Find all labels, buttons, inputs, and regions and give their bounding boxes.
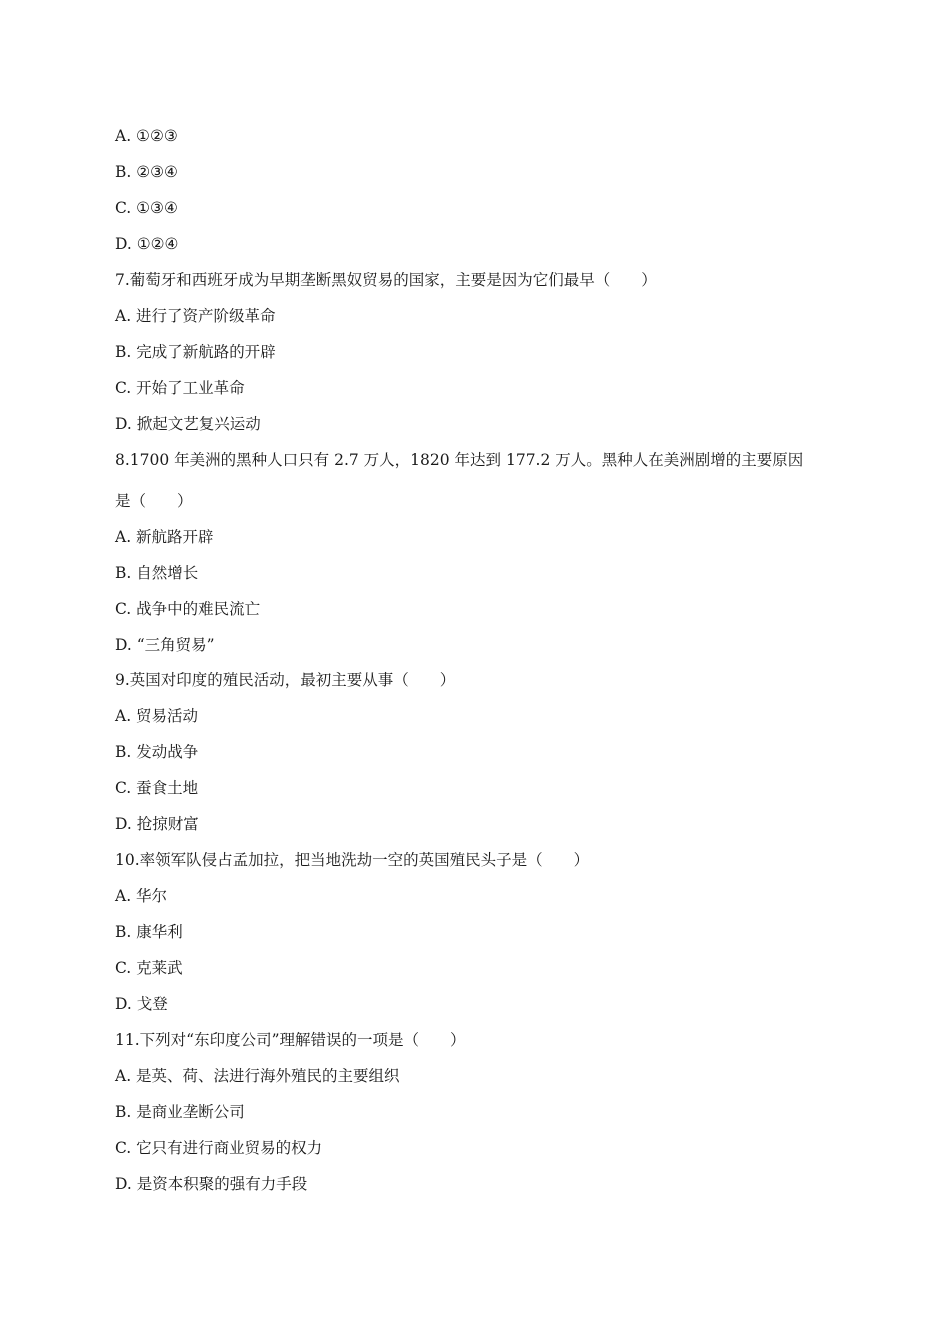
q6-option-d: D. ①②④ bbox=[115, 235, 179, 253]
q11-option-a: A. 是英、荷、法进行海外殖民的主要组织 bbox=[115, 1067, 400, 1085]
q9-option-a: A. 贸易活动 bbox=[115, 707, 199, 725]
q10-option-a: A. 华尔 bbox=[115, 887, 168, 905]
q8-option-b: B. 自然增长 bbox=[115, 564, 199, 582]
q9-option-b: B. 发动战争 bbox=[115, 743, 199, 761]
q11-option-b: B. 是商业垄断公司 bbox=[115, 1103, 245, 1121]
q11-option-d: D. 是资本积聚的强有力手段 bbox=[115, 1175, 308, 1193]
q7-option-a: A. 进行了资产阶级革命 bbox=[115, 307, 276, 325]
q8-stem-line2: 是（ ） bbox=[115, 492, 193, 510]
q9-option-d: D. 抢掠财富 bbox=[115, 815, 199, 833]
q6-option-b: B. ②③④ bbox=[115, 163, 178, 181]
q7-stem: 7.葡萄牙和西班牙成为早期垄断黑奴贸易的国家，主要是因为它们最早（ ） bbox=[115, 271, 657, 289]
q7-option-b: B. 完成了新航路的开辟 bbox=[115, 343, 276, 361]
q8-option-a: A. 新航路开辟 bbox=[115, 528, 214, 546]
q9-option-c: C. 蚕食土地 bbox=[115, 779, 199, 797]
q6-option-a: A. ①②③ bbox=[115, 127, 178, 145]
q8-option-c: C. 战争中的难民流亡 bbox=[115, 600, 261, 618]
q10-option-d: D. 戈登 bbox=[115, 995, 168, 1013]
q8-stem-line1: 8.1700 年美洲的黑种人口只有 2.7 万人，1820 年达到 177.2 万人。黑种人在美洲剧增的主要原因 bbox=[115, 451, 804, 469]
q6-option-c: C. ①③④ bbox=[115, 199, 178, 217]
q7-option-d: D. 掀起文艺复兴运动 bbox=[115, 415, 261, 433]
q11-stem: 11.下列对“东印度公司”理解错误的一项是（ ） bbox=[115, 1031, 466, 1049]
q10-stem: 10.率领军队侵占孟加拉，把当地洗劫一空的英国殖民头子是（ ） bbox=[115, 851, 590, 869]
q9-stem: 9.英国对印度的殖民活动，最初主要从事（ ） bbox=[115, 671, 456, 689]
q10-option-b: B. 康华利 bbox=[115, 923, 183, 941]
q11-option-c: C. 它只有进行商业贸易的权力 bbox=[115, 1139, 323, 1157]
q8-option-d: D. “三角贸易” bbox=[115, 636, 215, 654]
q7-option-c: C. 开始了工业革命 bbox=[115, 379, 245, 397]
q10-option-c: C. 克莱武 bbox=[115, 959, 183, 977]
